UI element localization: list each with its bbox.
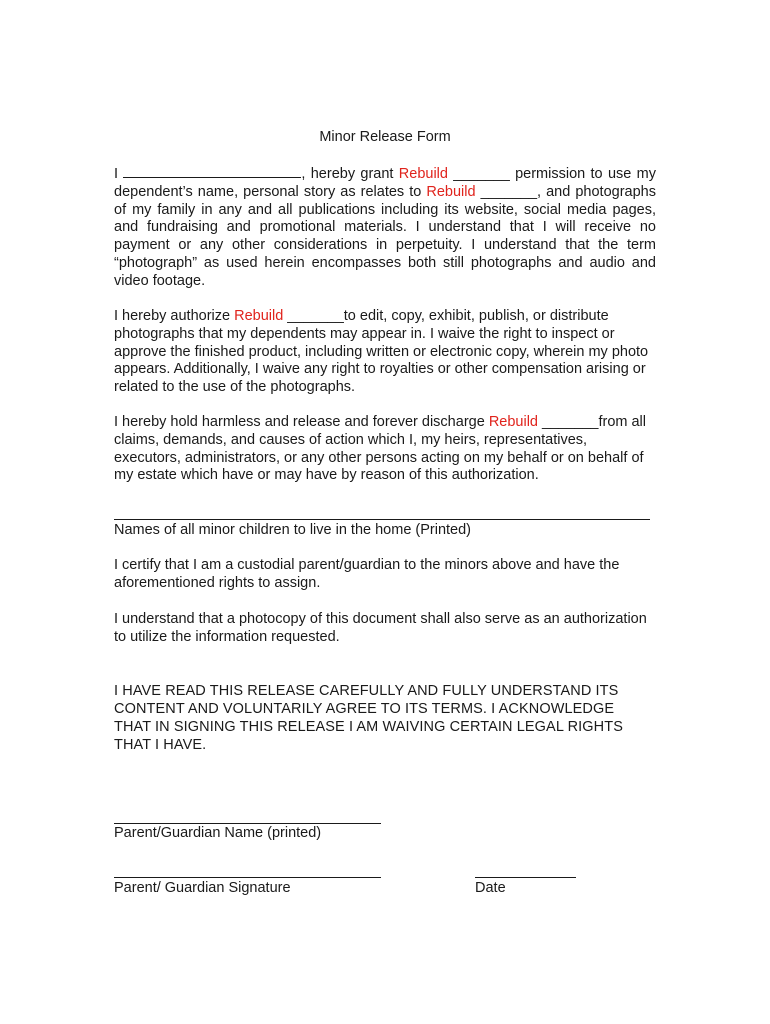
authorization-paragraph <box>114 308 656 397</box>
page-title: Minor Release Form <box>319 129 451 145</box>
grantor-name-blank[interactable] <box>123 165 301 178</box>
org-name: Rebuild <box>426 183 476 200</box>
authorization-text-2: _______to edit, copy, exhibit, publish, or distribute photographs that my dependents may appear in. I waive the right to inspect or approve the finished product, including written or electronic copy, wherein my photo appears. Additionally, I waive any right to royalties or other compensation arising or related to the use of the photographs. <box>114 308 649 396</box>
guardian-signature-label: Parent/ Guardian Signature <box>114 880 291 896</box>
org-name: Rebuild <box>488 414 538 430</box>
guardian-signature-line[interactable] <box>114 877 381 878</box>
release-paragraph <box>114 414 656 485</box>
guardian-name-label: Parent/Guardian Name (printed) <box>114 825 322 841</box>
grant-paragraph <box>114 165 656 291</box>
org-name: Rebuild <box>398 166 448 182</box>
children-names-label: Names of all minor children to live in the home (Printed) <box>114 522 472 538</box>
authorization-text-1: I hereby authorize <box>114 308 235 324</box>
grant-text-1: , hereby grant <box>301 166 399 182</box>
children-names-line[interactable] <box>114 519 650 520</box>
grant-lead: I <box>114 166 124 182</box>
acknowledgement-statement: I HAVE READ THIS RELEASE CAREFULLY AND FULLY UNDERSTAND ITS CONTENT AND VOLUNTARILY AGREE TO ITS TERMS. I ACKNOWLEDGE THAT IN SIGNING THIS RELEASE I AM WAIVING CERTAIN LEGAL RIGHTS THAT I HAVE. <box>114 683 623 753</box>
date-label: Date <box>475 880 506 896</box>
grant-text-3: _______, and photographs of my family in any and all publications including its website, social media pages, and fundraising and promotional materials. I understand that I will receive no payment or any other considerations in perpetuity. I understand that the term “photograph” as used herein encompasses both still photographs and audio and video footage. <box>114 183 656 289</box>
release-text-2: _______from all claims, demands, and causes of action which I, my heirs, representatives, executors, administrators, or any other persons acting on my behalf or on behalf of my estate which have or may have by reason of this authorization. <box>114 414 646 484</box>
guardian-name-line[interactable] <box>114 823 381 824</box>
custodial-certification: I certify that I am a custodial parent/guardian to the minors above and have the aforementioned rights to assign. <box>114 557 620 591</box>
org-name: Rebuild <box>234 308 284 324</box>
date-line[interactable] <box>475 877 576 878</box>
grant-text-2: _______ permission to use my dependent’s name, personal story as relates to <box>114 166 657 200</box>
photocopy-statement: I understand that a photocopy of this document shall also serve as an authorization to utilize the information requested. <box>114 611 647 645</box>
release-text-1: I hereby hold harmless and release and forever discharge <box>114 414 489 430</box>
